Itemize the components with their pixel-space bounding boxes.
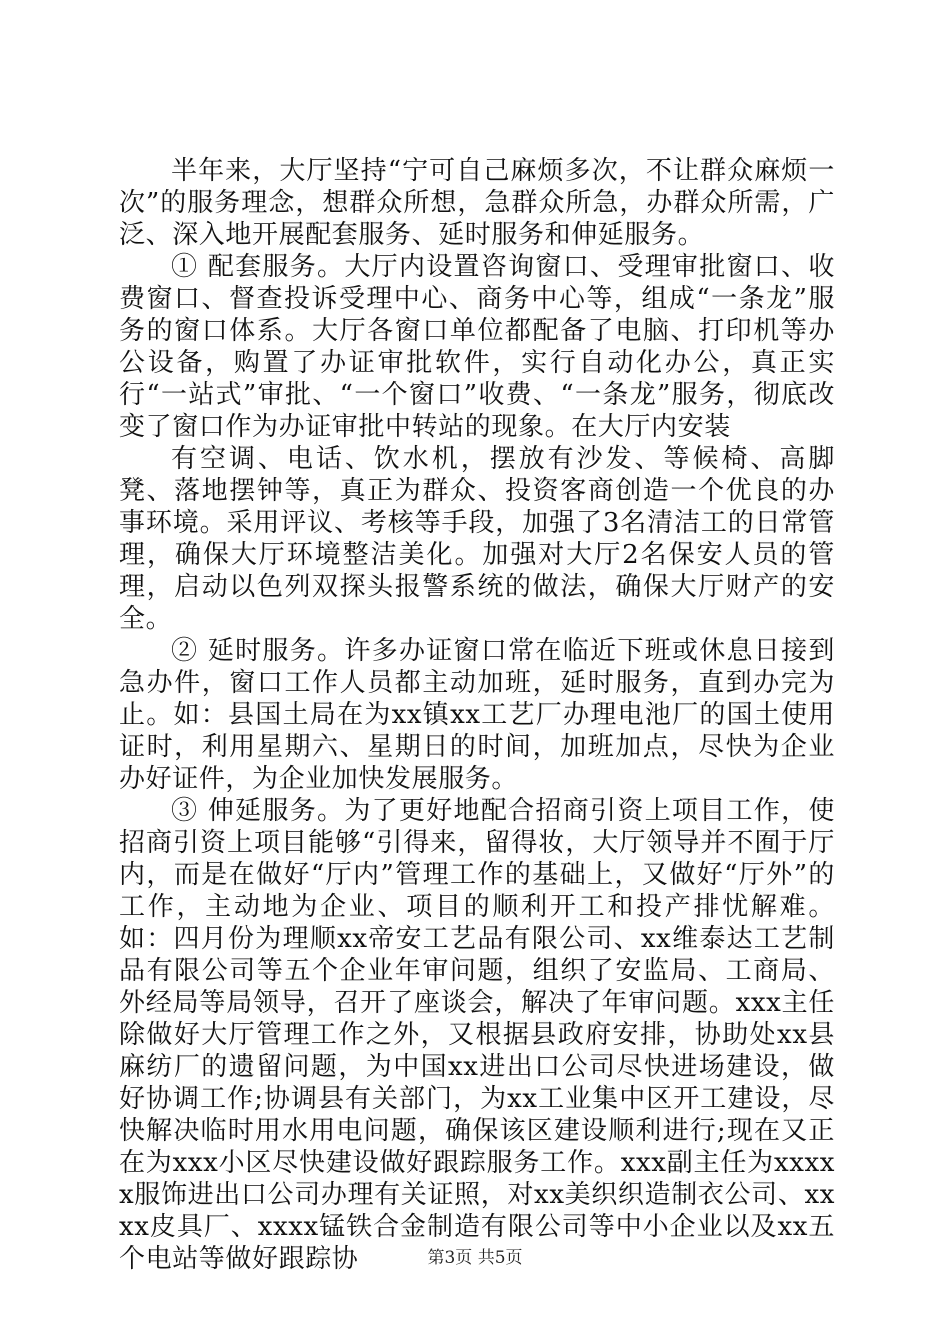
paragraph-outreach-services: ③ 伸延服务。为了更好地配合招商引资上项目工作，使招商引资上项目能够“引得来，留得妆，大厅领导并不囿于厅内，而是在做好“厅内”管理工作的基础上，又做好“厅外”的工作，主动地为企业、项目的顺利开工和投产排忧解难。如：四月份为理顺xx帝安工艺品有限公司、xx维泰达工艺制品有限公司等五个企业年审问题，组织了安监局、工商局、外经局等局领导，召开了座谈会，解决了年审问题。xxx主任除做好大厅管理工作之外，又根据县政府安排，协助处xx县麻纺厂的遗留问题，为中国xx进出口公司尽快进场建设，做好协调工作;协调县有关部门，为xx工业集中区开工建设，尽快解决临时用水用电问题，确保该区建设顺利进行;现在又正在为xxx小区尽快建设做好跟踪服务工作。xxx副主任为xxxxx服饰进出口公司办理有关证照，对xx美织织造制衣公司、xxxx皮具厂、xxxx锰铁合金制造有限公司等中小企业以及xx五个电站等做好跟踪协: [119, 796, 835, 1274]
document-body: [119, 155, 835, 1275]
paragraph-extended-hours: ② 延时服务。许多办证窗口常在临近下班或休息日接到急办件，窗口工作人员都主动加班，延时服务，直到办完为止。如：县国土局在为xx镇xx工艺厂办理电池厂的国土使用证时，利用星期六、星期日的时间，加班加点，尽快为企业办好证件，为企业加快发展服务。: [119, 636, 835, 794]
page-footer: [0, 1243, 950, 1268]
paragraph-supporting-services: ① 配套服务。大厅内设置咨询窗口、受理审批窗口、收费窗口、督查投诉受理中心、商务中心等，组成“一条龙”服务的窗口体系。大厅各窗口单位都配备了电脑、打印机等办公设备，购置了办证审批软件，实行自动化办公，真正实行“一站式”审批、“一个窗口”收费、“一条龙”服务，彻底改变了窗口作为办证审批中转站的现象。在大厅内安装: [119, 252, 835, 442]
page-number: 第3页 共5页: [427, 1248, 523, 1268]
paragraph-intro: 半年来，大厅坚持“宁可自己麻烦多次，不让群众麻烦一次”的服务理念，想群众所想，急群众所急，办群众所需，广泛、深入地开展配套服务、延时服务和伸延服务。: [119, 156, 835, 250]
paragraph-environment: 有空调、电话、饮水机，摆放有沙发、等候椅、高脚凳、落地摆钟等，真正为群众、投资客商创造一个优良的办事环境。采用评议、考核等手段，加强了3名清洁工的日常管理，确保大厅环境整洁美化。加强对大厅2名保安人员的管理，启动以色列双探头报警系统的做法，确保大厅财产的安全。: [119, 444, 835, 634]
